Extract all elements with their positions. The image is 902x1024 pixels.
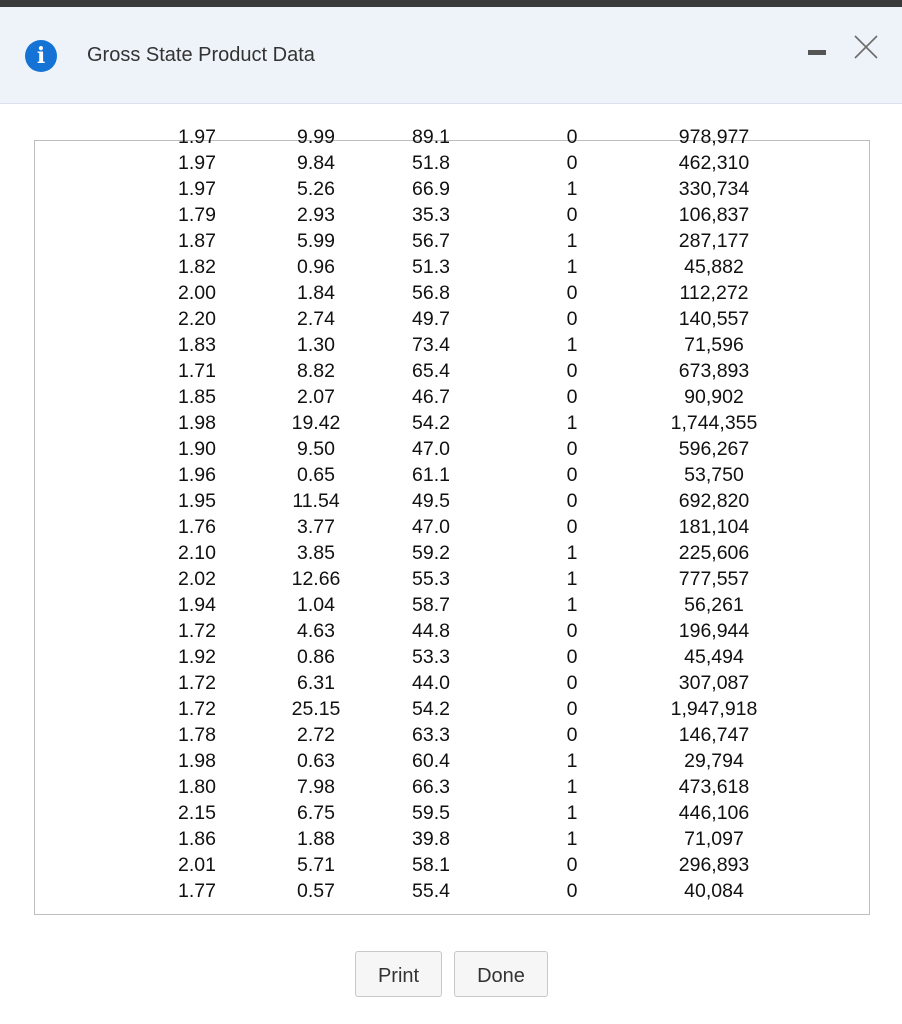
table-cell: 978,977 xyxy=(678,126,750,148)
table-row xyxy=(35,254,869,280)
table-cell: 51.3 xyxy=(412,256,450,278)
table-row xyxy=(35,280,869,306)
table-cell: 2.93 xyxy=(297,204,335,226)
table-cell: 1.72 xyxy=(178,620,216,642)
table-cell: 1.80 xyxy=(178,776,216,798)
table-cell: 1.87 xyxy=(178,230,216,252)
table-row xyxy=(35,384,869,410)
table-cell: 60.4 xyxy=(412,750,450,772)
table-cell: 0.86 xyxy=(297,646,335,668)
table-cell: 39.8 xyxy=(412,828,450,850)
table-cell: 225,606 xyxy=(678,542,750,564)
table-cell: 1 xyxy=(566,802,578,824)
table-cell: 40,084 xyxy=(684,880,744,902)
table-cell: 2.74 xyxy=(297,308,335,330)
table-cell: 49.7 xyxy=(412,308,450,330)
table-cell: 1.04 xyxy=(297,594,335,616)
table-cell: 0 xyxy=(566,204,578,226)
table-cell: 8.82 xyxy=(297,360,335,382)
table-cell: 65.4 xyxy=(412,360,450,382)
table-cell: 0 xyxy=(566,360,578,382)
print-button[interactable]: Print xyxy=(355,951,442,997)
table-cell: 1.95 xyxy=(178,490,216,512)
table-cell: 1.90 xyxy=(178,438,216,460)
table-row xyxy=(35,748,869,774)
table-cell: 1 xyxy=(566,412,578,434)
dialog-title-bar xyxy=(0,7,902,104)
table-cell: 71,596 xyxy=(684,334,744,356)
table-cell: 196,944 xyxy=(678,620,750,642)
info-icon: i xyxy=(25,40,57,72)
dialog-title: Gross State Product Data xyxy=(87,44,315,66)
table-cell: 181,104 xyxy=(678,516,750,538)
close-icon[interactable] xyxy=(851,32,881,62)
table-cell: 2.01 xyxy=(178,854,216,876)
table-cell: 71,097 xyxy=(684,828,744,850)
table-cell: 0.63 xyxy=(297,750,335,772)
table-cell: 44.0 xyxy=(412,672,450,694)
table-cell: 61.1 xyxy=(412,464,450,486)
table-cell: 6.31 xyxy=(297,672,335,694)
table-cell: 47.0 xyxy=(412,516,450,538)
table-row xyxy=(35,644,869,670)
table-cell: 1.83 xyxy=(178,334,216,356)
table-cell: 1 xyxy=(566,230,578,252)
table-cell: 462,310 xyxy=(678,152,750,174)
table-row xyxy=(35,150,869,176)
table-cell: 0 xyxy=(566,490,578,512)
table-cell: 49.5 xyxy=(412,490,450,512)
table-cell: 9.99 xyxy=(297,126,335,148)
table-cell: 1.71 xyxy=(178,360,216,382)
table-cell: 2.10 xyxy=(178,542,216,564)
table-cell: 56.7 xyxy=(412,230,450,252)
table-cell: 1 xyxy=(566,776,578,798)
table-cell: 89.1 xyxy=(412,126,450,148)
table-cell: 287,177 xyxy=(678,230,750,252)
table-cell: 1.79 xyxy=(178,204,216,226)
table-row xyxy=(35,618,869,644)
table-cell: 56,261 xyxy=(684,594,744,616)
table-cell: 53,750 xyxy=(684,464,744,486)
table-cell: 1 xyxy=(566,828,578,850)
table-cell: 25.15 xyxy=(291,698,341,720)
table-cell: 55.3 xyxy=(412,568,450,590)
table-cell: 11.54 xyxy=(292,490,340,512)
table-cell: 9.50 xyxy=(297,438,335,460)
table-cell: 1 xyxy=(566,750,578,772)
table-cell: 2.07 xyxy=(297,386,335,408)
table-cell: 1 xyxy=(566,178,578,200)
table-cell: 0 xyxy=(566,386,578,408)
table-cell: 1.72 xyxy=(178,672,216,694)
done-button[interactable]: Done xyxy=(454,951,548,997)
table-cell: 9.84 xyxy=(297,152,335,174)
table-row xyxy=(35,566,869,592)
table-cell: 1.84 xyxy=(297,282,335,304)
table-cell: 0 xyxy=(566,126,578,148)
table-cell: 1 xyxy=(566,542,578,564)
table-cell: 59.2 xyxy=(412,542,450,564)
table-row xyxy=(35,176,869,202)
window-top-border xyxy=(0,0,902,7)
table-cell: 1.92 xyxy=(178,646,216,668)
table-cell: 5.99 xyxy=(297,230,335,252)
table-cell: 66.9 xyxy=(412,178,450,200)
table-cell: 1.97 xyxy=(178,126,216,148)
table-cell: 19.42 xyxy=(291,412,341,434)
table-cell: 44.8 xyxy=(412,620,450,642)
table-cell: 51.8 xyxy=(412,152,450,174)
table-row xyxy=(35,800,869,826)
table-row xyxy=(35,332,869,358)
table-cell: 596,267 xyxy=(678,438,750,460)
table-row xyxy=(35,488,869,514)
table-cell: 1.78 xyxy=(178,724,216,746)
table-cell: 58.1 xyxy=(412,854,450,876)
table-cell: 692,820 xyxy=(678,490,750,512)
table-cell: 1 xyxy=(566,568,578,590)
table-cell: 63.3 xyxy=(412,724,450,746)
table-cell: 1.72 xyxy=(178,698,216,720)
table-cell: 55.4 xyxy=(412,880,450,902)
table-row xyxy=(35,826,869,852)
table-cell: 35.3 xyxy=(412,204,450,226)
table-cell: 473,618 xyxy=(678,776,750,798)
table-row xyxy=(35,878,869,904)
table-cell: 1 xyxy=(566,334,578,356)
table-cell: 2.02 xyxy=(178,568,216,590)
table-cell: 2.20 xyxy=(178,308,216,330)
table-cell: 0 xyxy=(566,282,578,304)
table-cell: 777,557 xyxy=(678,568,750,590)
table-row xyxy=(35,722,869,748)
table-row xyxy=(35,774,869,800)
table-cell: 140,557 xyxy=(678,308,750,330)
table-cell: 1 xyxy=(566,594,578,616)
table-cell: 3.85 xyxy=(297,542,335,564)
table-cell: 0 xyxy=(566,152,578,174)
table-row xyxy=(35,228,869,254)
table-cell: 1.96 xyxy=(178,464,216,486)
table-cell: 106,837 xyxy=(678,204,750,226)
table-cell: 53.3 xyxy=(412,646,450,668)
table-cell: 146,747 xyxy=(678,724,750,746)
table-cell: 5.71 xyxy=(297,854,335,876)
table-cell: 0 xyxy=(566,464,578,486)
table-cell: 330,734 xyxy=(678,178,750,200)
table-row xyxy=(35,696,869,722)
table-cell: 1,744,355 xyxy=(670,412,758,434)
table-cell: 46.7 xyxy=(412,386,450,408)
table-cell: 90,902 xyxy=(684,386,744,408)
minimize-icon[interactable] xyxy=(808,50,826,55)
table-row xyxy=(35,540,869,566)
table-cell: 1.86 xyxy=(178,828,216,850)
table-cell: 45,882 xyxy=(684,256,744,278)
table-row xyxy=(35,358,869,384)
table-cell: 0 xyxy=(566,880,578,902)
table-cell: 112,272 xyxy=(679,282,749,304)
table-row xyxy=(35,592,869,618)
table-cell: 0 xyxy=(566,724,578,746)
table-cell: 2.72 xyxy=(297,724,335,746)
table-row xyxy=(35,410,869,436)
table-cell: 73.4 xyxy=(412,334,450,356)
table-cell: 3.77 xyxy=(297,516,335,538)
table-cell: 1.30 xyxy=(297,334,335,356)
table-cell: 47.0 xyxy=(412,438,450,460)
table-cell: 54.2 xyxy=(412,412,450,434)
table-cell: 45,494 xyxy=(684,646,744,668)
table-cell: 0 xyxy=(566,438,578,460)
table-cell: 1.77 xyxy=(178,880,216,902)
table-cell: 1,947,918 xyxy=(670,698,758,720)
table-cell: 66.3 xyxy=(412,776,450,798)
table-cell: 1.88 xyxy=(297,828,335,850)
table-cell: 0 xyxy=(566,854,578,876)
table-cell: 54.2 xyxy=(412,698,450,720)
table-cell: 58.7 xyxy=(412,594,450,616)
table-row xyxy=(35,462,869,488)
table-cell: 2.00 xyxy=(178,282,216,304)
table-cell: 2.15 xyxy=(178,802,216,824)
table-cell: 296,893 xyxy=(678,854,750,876)
table-cell: 0 xyxy=(566,646,578,668)
table-cell: 1.85 xyxy=(178,386,216,408)
table-cell: 12.66 xyxy=(291,568,341,590)
table-cell: 7.98 xyxy=(297,776,335,798)
table-cell: 0 xyxy=(566,308,578,330)
table-cell: 307,087 xyxy=(678,672,750,694)
table-cell: 1.98 xyxy=(178,412,216,434)
table-cell: 0 xyxy=(566,516,578,538)
table-cell: 1.98 xyxy=(178,750,216,772)
table-cell: 56.8 xyxy=(412,282,450,304)
table-row xyxy=(35,852,869,878)
table-cell: 1.94 xyxy=(178,594,216,616)
table-cell: 1.82 xyxy=(178,256,216,278)
table-cell: 4.63 xyxy=(297,620,335,642)
table-row-partial xyxy=(35,124,869,150)
table-cell: 0.96 xyxy=(297,256,335,278)
table-cell: 59.5 xyxy=(412,802,450,824)
table-cell: 0.65 xyxy=(297,464,335,486)
table-row xyxy=(35,436,869,462)
table-cell: 1 xyxy=(566,256,578,278)
table-cell: 0.57 xyxy=(297,880,335,902)
table-row xyxy=(35,514,869,540)
table-row xyxy=(35,202,869,228)
table-cell: 1.76 xyxy=(178,516,216,538)
table-cell: 0 xyxy=(566,620,578,642)
table-cell: 1.97 xyxy=(178,178,216,200)
table-cell: 0 xyxy=(566,698,578,720)
table-cell: 0 xyxy=(566,672,578,694)
table-cell: 1.97 xyxy=(178,152,216,174)
table-cell: 673,893 xyxy=(678,360,750,382)
table-row xyxy=(35,670,869,696)
table-row xyxy=(35,306,869,332)
table-cell: 29,794 xyxy=(684,750,744,772)
table-cell: 6.75 xyxy=(297,802,335,824)
data-table-scroll-area[interactable] xyxy=(34,126,870,915)
table-cell: 446,106 xyxy=(678,802,750,824)
table-cell: 5.26 xyxy=(297,178,335,200)
